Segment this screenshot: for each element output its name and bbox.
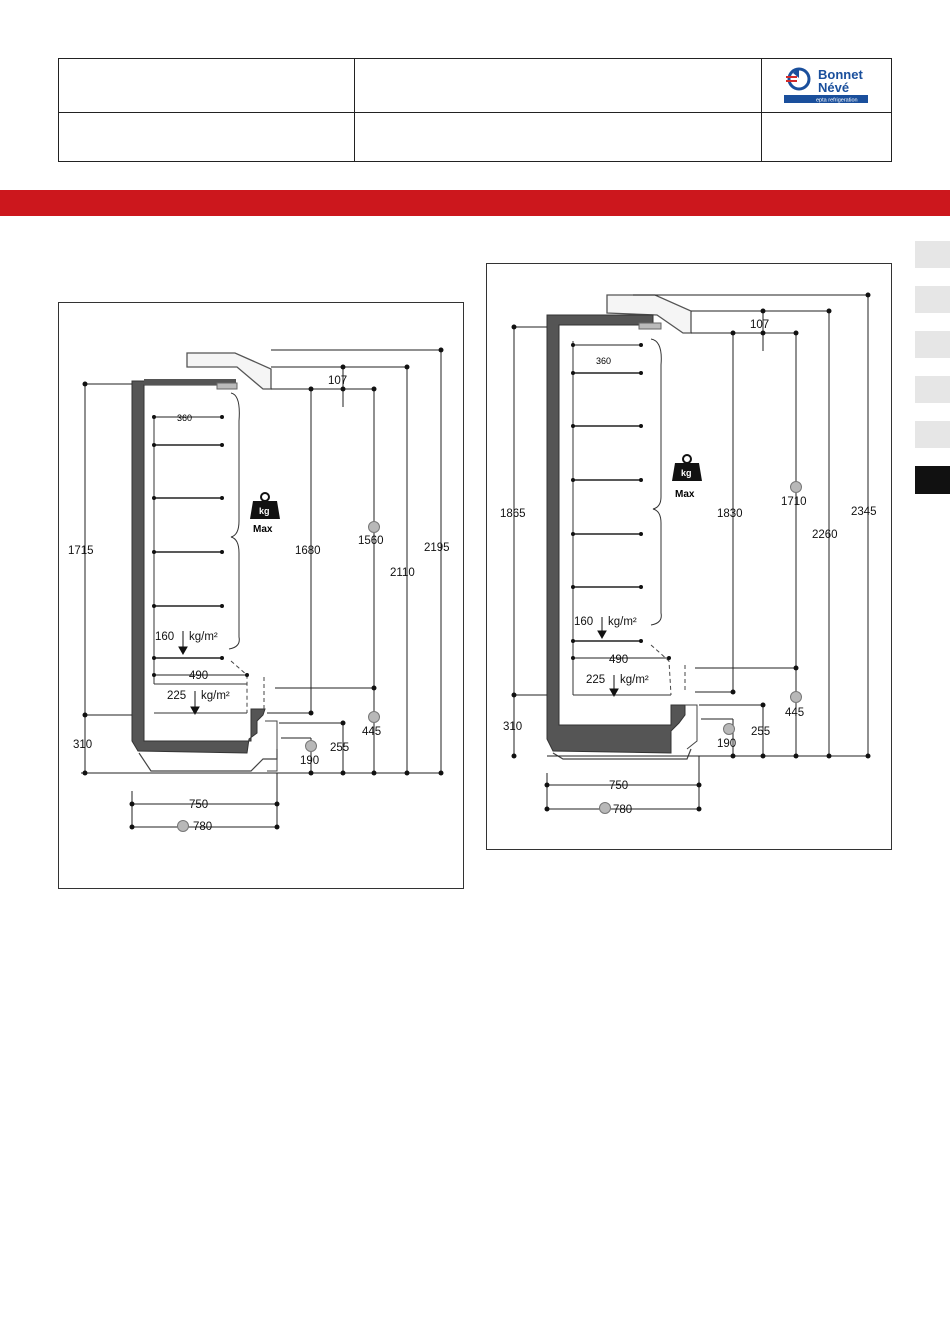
side-tab[interactable] <box>915 241 950 268</box>
circle-marker-icon <box>600 482 805 814</box>
shelf-load-value: 160 <box>574 616 594 628</box>
side-tab[interactable] <box>915 466 950 494</box>
dim-label-canopy: 107 <box>750 319 770 331</box>
dim-label-base-height: 310 <box>73 739 93 751</box>
shelf-load-value: 160 <box>155 631 175 643</box>
right-drawing-frame <box>486 263 892 850</box>
bonnet-neve-logo <box>784 64 870 106</box>
dim-label-opening: 1560 <box>358 535 384 547</box>
dim-label-shelf-zone: 1830 <box>717 508 743 520</box>
deck-load-unit: kg/m² <box>620 674 649 686</box>
dim-label-body-depth: 750 <box>609 780 629 792</box>
dim-label-shelf-depth: 360 <box>596 356 612 366</box>
header-table <box>58 58 892 162</box>
logo-line2: Névé <box>818 80 850 95</box>
dim-label-shelf-zone: 1680 <box>295 545 321 557</box>
front-panel <box>685 705 697 749</box>
shelf-load-unit: kg/m² <box>608 616 637 628</box>
logo-line1: Bonnet <box>818 67 863 82</box>
section-band <box>0 190 950 216</box>
dim-label-deck-depth: 490 <box>609 654 629 666</box>
dim-label-canopy: 107 <box>328 375 348 387</box>
dim-label-body-depth: 750 <box>189 799 209 811</box>
dim-label-floor: 445 <box>362 726 382 738</box>
load-bracket <box>651 339 661 625</box>
kg-weight-icon <box>250 493 280 519</box>
dim-label-total-depth: 780 <box>613 804 633 816</box>
header-divider <box>761 59 762 161</box>
left-drawing-frame <box>58 302 464 889</box>
front-profile <box>231 661 247 713</box>
front-profile <box>651 645 671 695</box>
header-divider <box>59 112 891 113</box>
load-bracket <box>229 393 239 649</box>
max-label: Max <box>675 489 695 500</box>
side-tab[interactable] <box>915 421 950 448</box>
side-tab[interactable] <box>915 331 950 358</box>
svg-text:kg: kg <box>681 468 692 478</box>
dim-label-deck-depth: 490 <box>189 670 209 682</box>
deck-load-value: 225 <box>586 674 606 686</box>
cabinet-back-wall <box>132 381 265 753</box>
left-cabinet-diagram <box>59 303 465 890</box>
header-divider <box>354 59 355 161</box>
dim-label-toe: 190 <box>717 738 737 750</box>
dim-label-front: 255 <box>751 726 771 738</box>
dim-label-opening: 1710 <box>781 496 807 508</box>
logo-tagline: epta refrigeration <box>816 97 858 104</box>
dim-label-overall-height: 2195 <box>424 542 450 554</box>
dim-label-base-height: 310 <box>503 721 523 733</box>
dim-label-top-height: 2260 <box>812 529 838 541</box>
dim-label-overall-height: 2345 <box>851 506 877 518</box>
deck-load-unit: kg/m² <box>201 690 230 702</box>
side-tab[interactable] <box>915 286 950 313</box>
dim-label-floor: 445 <box>785 707 805 719</box>
max-label: Max <box>253 524 273 535</box>
dim-label-top-height: 2110 <box>390 567 415 579</box>
svg-text:kg: kg <box>259 506 270 516</box>
side-tab[interactable] <box>915 376 950 403</box>
right-cabinet-diagram <box>487 264 893 851</box>
dim-label-total-depth: 780 <box>193 821 213 833</box>
air-outlet <box>639 323 661 329</box>
logo-mark-icon <box>786 68 809 89</box>
front-panel <box>265 721 277 771</box>
dim-label-front: 255 <box>330 742 350 754</box>
dim-label-toe: 190 <box>300 755 320 767</box>
dim-label-shelf-depth: 360 <box>177 413 193 423</box>
dim-label-cabinet-height: 1715 <box>68 545 94 557</box>
deck-load-value: 225 <box>167 690 187 702</box>
kg-weight-icon <box>672 455 702 481</box>
shelf-load-unit: kg/m² <box>189 631 218 643</box>
dim-label-cabinet-height: 1865 <box>500 508 526 520</box>
air-outlet <box>217 383 237 389</box>
